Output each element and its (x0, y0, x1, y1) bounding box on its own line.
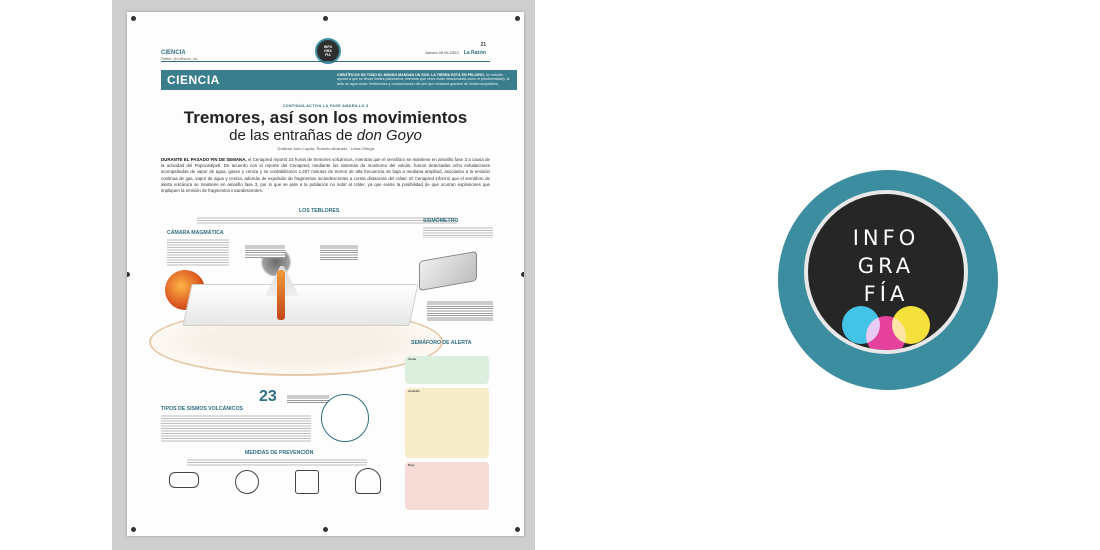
number-23-note (287, 394, 329, 404)
badge-text-line: FÍA (863, 282, 909, 306)
article-credits: Gráficos Julio Loyola, Roberto Alvarado · Luisa Ortega (277, 146, 374, 151)
article-title: Tremores, así son los movimientos (183, 108, 468, 127)
callout-circle (321, 394, 369, 442)
crop-mark (127, 272, 130, 277)
yellow-blob (892, 306, 930, 344)
title-prefix: de las entrañas de (229, 127, 353, 144)
date-text: Jueves 09.06.2023 (424, 50, 459, 55)
teblores-text (197, 216, 457, 224)
tipos-text (161, 414, 311, 442)
magma-conduit-illustration (277, 270, 285, 320)
section-sub: Twitter: @LaRazon_mx (161, 57, 198, 61)
lede-bold: DURANTE EL PASADO FIN DE SEMANA, (161, 157, 247, 162)
badge-line: INFO (323, 44, 333, 49)
section-banner (161, 70, 517, 90)
banner-headline: CIENTÍFICOS DE TODO EL MUNDO MANDAN UN SOS: LA TIERRA ESTÁ EN PELIGRO. (337, 73, 485, 77)
section-header (161, 50, 197, 61)
article-kicker: CONTINÚA ACTIVA LA FASE AMARILLO 3 (282, 104, 369, 108)
infografia-badge-text (808, 224, 964, 308)
section-teblores-title: LOS TEBLORES (299, 208, 340, 214)
lede-body: el Cenapred reportó 23 horas de tremores volcánicos, mientras que el semáforo se mantiene en amarillo fase 3 a causa de la actividad del Popocatépetl. De acuerdo con el reporte del Cenapred, mediante los sistemas de monitoreo del volcán, fueron detectadas ocho exhalaciones acompañadas de vapor de agua, gases y ceniza y se contabilizaron 1,407 minutos de tremor de alta frecuencia de baja a mediana amplitud, asociados a la emisión continua de gas, vapor de agua y ceniza, además de expulsión de fragmentos incandescentes a cortas distancias del cráter. El Cenapred informó que el semáforo de alerta volcánica se mantiene en amarillo fase 3, por lo que se pide a la población no subir al cráter, ya que existe la posibilidad de que ocurran explosiones que impliquen la emisión de fragmentos incandescentes. (161, 157, 490, 194)
banner-text (337, 73, 513, 86)
banner-title: CIENCIA (167, 73, 220, 87)
brand-name: La Razón (463, 50, 486, 56)
article-lede (161, 157, 490, 194)
semaforo-green (405, 356, 489, 384)
section-prevencion-title: MEDIDAS DE PREVENCIÓN (245, 450, 314, 456)
sismometro-text (423, 226, 493, 238)
page-number: 21 (480, 42, 486, 48)
section-sismometro-title: SISMÓMETRO (423, 218, 459, 224)
semaforo-level-label: Verde (408, 357, 417, 361)
article-title-line2 (127, 127, 524, 144)
prevencion-text (187, 458, 367, 466)
goggles-icon (169, 472, 199, 488)
camara-text (167, 238, 229, 266)
crop-mark (323, 16, 328, 21)
banner-body: Un estudio apunta a que se llevan límites planetarios; mientras que cinco están relacionados como el (biodiversidad), la falta de agua dulce, fertilizantes y contaminación del aire que urbaniza grandes de límites aceptables. (337, 73, 510, 86)
crop-mark (515, 527, 520, 532)
section-semaforo-title: SEMÁFORO DE ALERTA (411, 340, 472, 346)
crop-mark (323, 527, 328, 532)
crop-mark (521, 272, 524, 277)
section-label: CIENCIA (161, 50, 186, 56)
water-icon (295, 470, 319, 494)
section-camara-title: CÁMARA MAGMÁTICA (167, 230, 224, 236)
number-23: 23 (259, 388, 277, 405)
seismometer-illustration (419, 251, 477, 291)
semaforo-red (405, 462, 489, 510)
badge-text-line: GRA (857, 254, 915, 278)
badge-line: FÍA (325, 53, 331, 58)
page-date (425, 50, 486, 56)
semaforo-level-label: Amarillo (408, 389, 421, 393)
badge-text-line: INFO (852, 226, 920, 250)
plume-note (245, 244, 285, 258)
badge-line: GRA (324, 48, 332, 53)
section-tipos-title: TIPOS DE SISMOS VOLCÁNICOS (161, 406, 243, 412)
header-rule (161, 61, 490, 62)
newspaper-page (127, 12, 524, 536)
title-italic: don Goyo (356, 127, 422, 144)
person-icon (355, 468, 381, 494)
terrain-block-illustration (183, 284, 419, 326)
magma-note (320, 244, 358, 260)
crop-mark (131, 527, 136, 532)
semaforo-yellow (405, 388, 489, 458)
semaforo-level-label: Rojo (408, 463, 415, 467)
mask-icon (235, 470, 259, 494)
seismometer-note (427, 300, 493, 322)
crop-mark (515, 16, 520, 21)
crop-mark (131, 16, 136, 21)
